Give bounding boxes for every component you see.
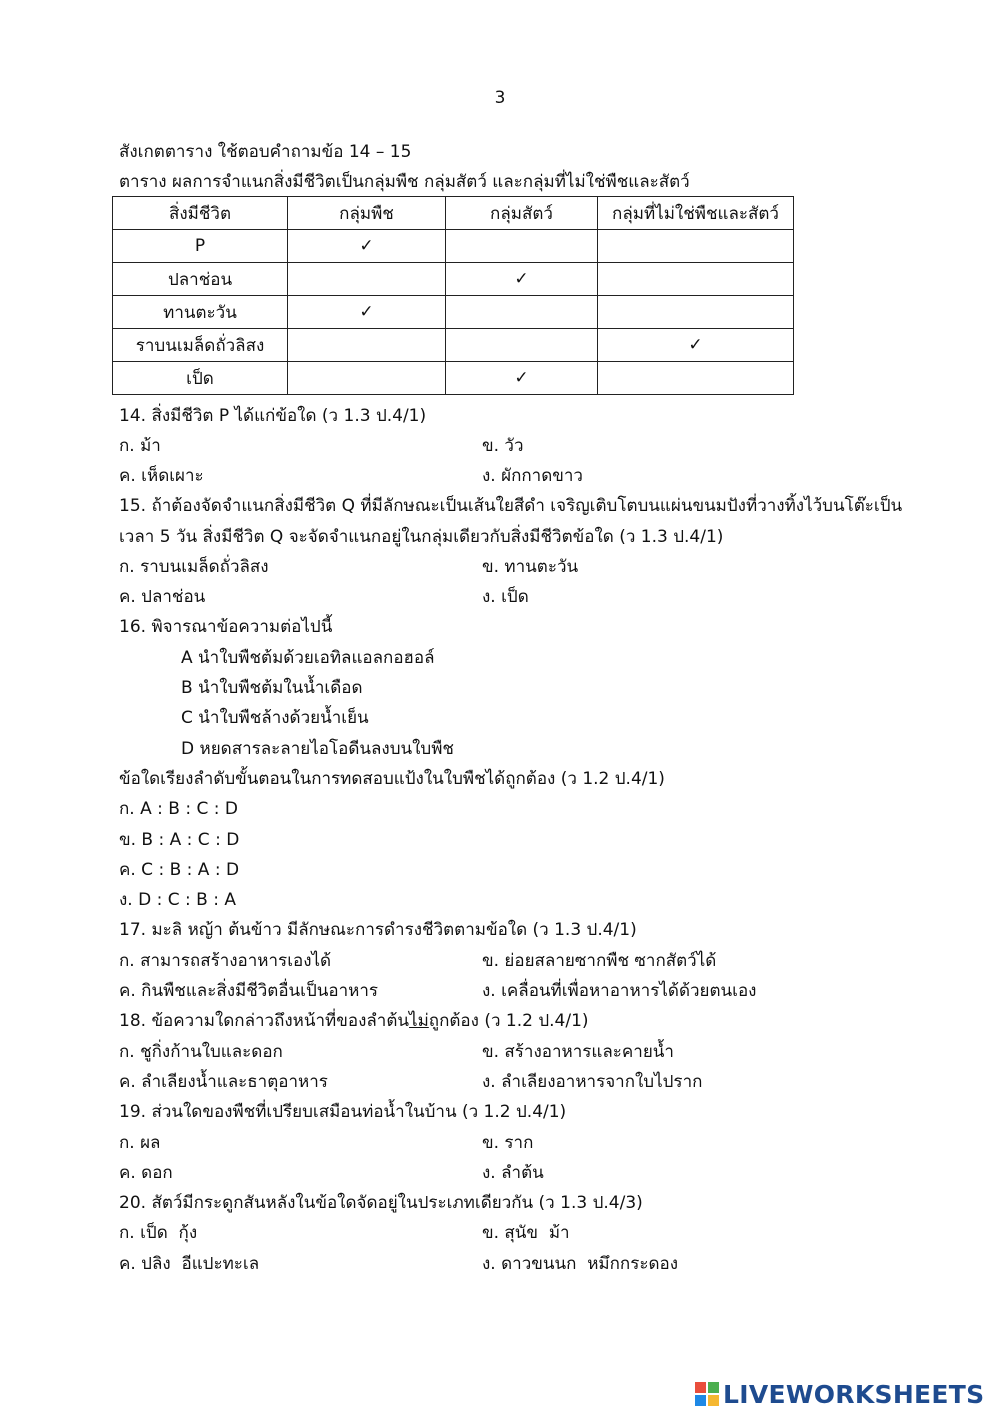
check-mark-icon: ✓ [446,362,598,395]
check-mark-icon: ✓ [598,329,794,362]
logo-square [708,1382,719,1393]
q20-choice-c[interactable]: ค. ปลิง อีแปะทะเล [119,1254,260,1274]
organism-name: ปลาช่อน [113,263,288,296]
q18-question-after: ถูกต้อง (ว 1.2 ป.4/1) [428,1011,589,1031]
question-15-line2: เวลา 5 วัน สิ่งมีชีวิต Q จะจัดจำแนกอยู่ในกลุ่มเดียวกับสิ่งมีชีวิตข้อใด (ว 1.3 ป.4/1) [119,527,724,547]
question-15-line1: 15. ถ้าต้องจัดจำแนกสิ่งมีชีวิต Q ที่มีลักษณะเป็นเส้นใยสีดำ เจริญเติบโตบนแผ่นขนมปังที่วางทิ้งไว้บนโต๊ะเป็น [119,496,903,516]
q18-question-before: 18. ข้อความใดกล่าวถึงหน้าที่ของลำต้น [119,1011,410,1031]
table-intro: สังเกตตาราง ใช้ตอบคำถามข้อ 14 – 15 [119,142,412,162]
q14-choice-b[interactable]: ข. วัว [482,436,524,456]
classification-table [112,196,794,395]
q18-underlined-word: ไม่ [409,1011,429,1031]
header-animal: กลุ่มสัตว์ [446,197,598,230]
check-cell [598,230,794,263]
q19-choice-b[interactable]: ข. ราก [482,1133,534,1153]
check-cell [598,263,794,296]
q15-choice-d[interactable]: ง. เป็ด [482,587,529,607]
q17-choice-c[interactable]: ค. กินพืชและสิ่งมีชีวิตอื่นเป็นอาหาร [119,981,379,1001]
check-cell [598,296,794,329]
logo-square [695,1382,706,1393]
q15-choice-b[interactable]: ข. ทานตะวัน [482,557,579,577]
check-cell [446,296,598,329]
check-mark-icon: ✓ [288,296,446,329]
logo-square [695,1395,706,1406]
logo-text: LIVEWORKSHEETS [723,1379,985,1409]
q18-choice-b[interactable]: ข. สร้างอาหารและคายน้ำ [482,1042,674,1062]
question-19: 19. ส่วนใดของพืชที่เปรียบเสมือนท่อน้ำในบ้าน (ว 1.2 ป.4/1) [119,1102,567,1122]
organism-name: เป็ด [113,362,288,395]
table-row [113,329,794,362]
organism-name: ราบนเมล็ดถั่วลิสง [113,329,288,362]
table-row [113,362,794,395]
page-number: 3 [494,88,506,108]
q20-choice-a[interactable]: ก. เป็ด กุ้ง [119,1223,198,1243]
q15-choice-c[interactable]: ค. ปลาช่อน [119,587,206,607]
question-18 [119,1010,589,1032]
check-cell [288,362,446,395]
table-row [113,296,794,329]
q19-choice-c[interactable]: ค. ดอก [119,1163,173,1183]
q17-choice-a[interactable]: ก. สามารถสร้างอาหารเองได้ [119,951,332,971]
q19-choice-d[interactable]: ง. ลำต้น [482,1163,544,1183]
q18-choice-d[interactable]: ง. ลำเลียงอาหารจากใบไปราก [482,1072,703,1092]
check-mark-icon: ✓ [446,263,598,296]
q17-choice-d[interactable]: ง. เคลื่อนที่เพื่อหาอาหารได้ด้วยตนเอง [482,981,757,1001]
check-cell [598,362,794,395]
q14-choice-a[interactable]: ก. ม้า [119,436,161,456]
header-plant: กลุ่มพืช [288,197,446,230]
logo-grid-icon [695,1382,719,1406]
question-20: 20. สัตว์มีกระดูกสันหลังในข้อใดจัดอยู่ในประเภทเดียวกัน (ว 1.3 ป.4/3) [119,1193,643,1213]
liveworksheets-logo [695,1378,984,1410]
q16-statement-a: A นำใบพืชต้มด้วยเอทิลแอลกอฮอล์ [181,648,435,668]
header-organism: สิ่งมีชีวิต [113,197,288,230]
q18-choice-c[interactable]: ค. ลำเลียงน้ำและธาตุอาหาร [119,1072,328,1092]
check-cell [288,329,446,362]
table-row [113,230,794,263]
table-caption: ตาราง ผลการจำแนกสิ่งมีชีวิตเป็นกลุ่มพืช กลุ่มสัตว์ และกลุ่มที่ไม่ใช่พืชและสัตว์ [119,172,690,192]
question-14: 14. สิ่งมีชีวิต P ได้แก่ข้อใด (ว 1.3 ป.4/1) [119,406,427,426]
q20-choice-b[interactable]: ข. สุนัข ม้า [482,1223,570,1243]
q16-statement-d: D หยดสารละลายไอโอดีนลงบนใบพืช [181,739,454,759]
check-cell [446,329,598,362]
check-cell [446,230,598,263]
question-16: 16. พิจารณาข้อความต่อไปนี้ [119,617,333,637]
q16-statement-b: B นำใบพืชต้มในน้ำเดือด [181,678,363,698]
q19-choice-a[interactable]: ก. ผล [119,1133,161,1153]
logo-square [708,1395,719,1406]
q16-choice-d[interactable]: ง. D : C : B : A [119,890,236,910]
q16-choice-b[interactable]: ข. B : A : C : D [119,830,240,850]
q16-choice-c[interactable]: ค. C : B : A : D [119,860,240,880]
q14-choice-c[interactable]: ค. เห็ดเผาะ [119,466,204,486]
table-header-row [113,197,794,230]
q16-choice-a[interactable]: ก. A : B : C : D [119,799,238,819]
q16-statement-c: C นำใบพืชล้างด้วยน้ำเย็น [181,708,369,728]
q14-choice-d[interactable]: ง. ผักกาดขาว [482,466,583,486]
organism-name: ทานตะวัน [113,296,288,329]
header-other: กลุ่มที่ไม่ใช่พืชและสัตว์ [598,197,794,230]
question-17: 17. มะลิ หญ้า ต้นข้าว มีลักษณะการดำรงชีวิตตามข้อใด (ว 1.3 ป.4/1) [119,920,637,940]
check-cell [288,263,446,296]
q20-choice-d[interactable]: ง. ดาวขนนก หมึกกระดอง [482,1254,679,1274]
check-mark-icon: ✓ [288,230,446,263]
table-row [113,263,794,296]
organism-name: P [113,230,288,263]
q15-choice-a[interactable]: ก. ราบนเมล็ดถั่วลิสง [119,557,269,577]
q18-choice-a[interactable]: ก. ชูกิ่งก้านใบและดอก [119,1042,283,1062]
q17-choice-b[interactable]: ข. ย่อยสลายซากพืช ซากสัตว์ได้ [482,951,717,971]
q16-prompt: ข้อใดเรียงลำดับขั้นตอนในการทดสอบแป้งในใบพืชได้ถูกต้อง (ว 1.2 ป.4/1) [119,769,665,789]
